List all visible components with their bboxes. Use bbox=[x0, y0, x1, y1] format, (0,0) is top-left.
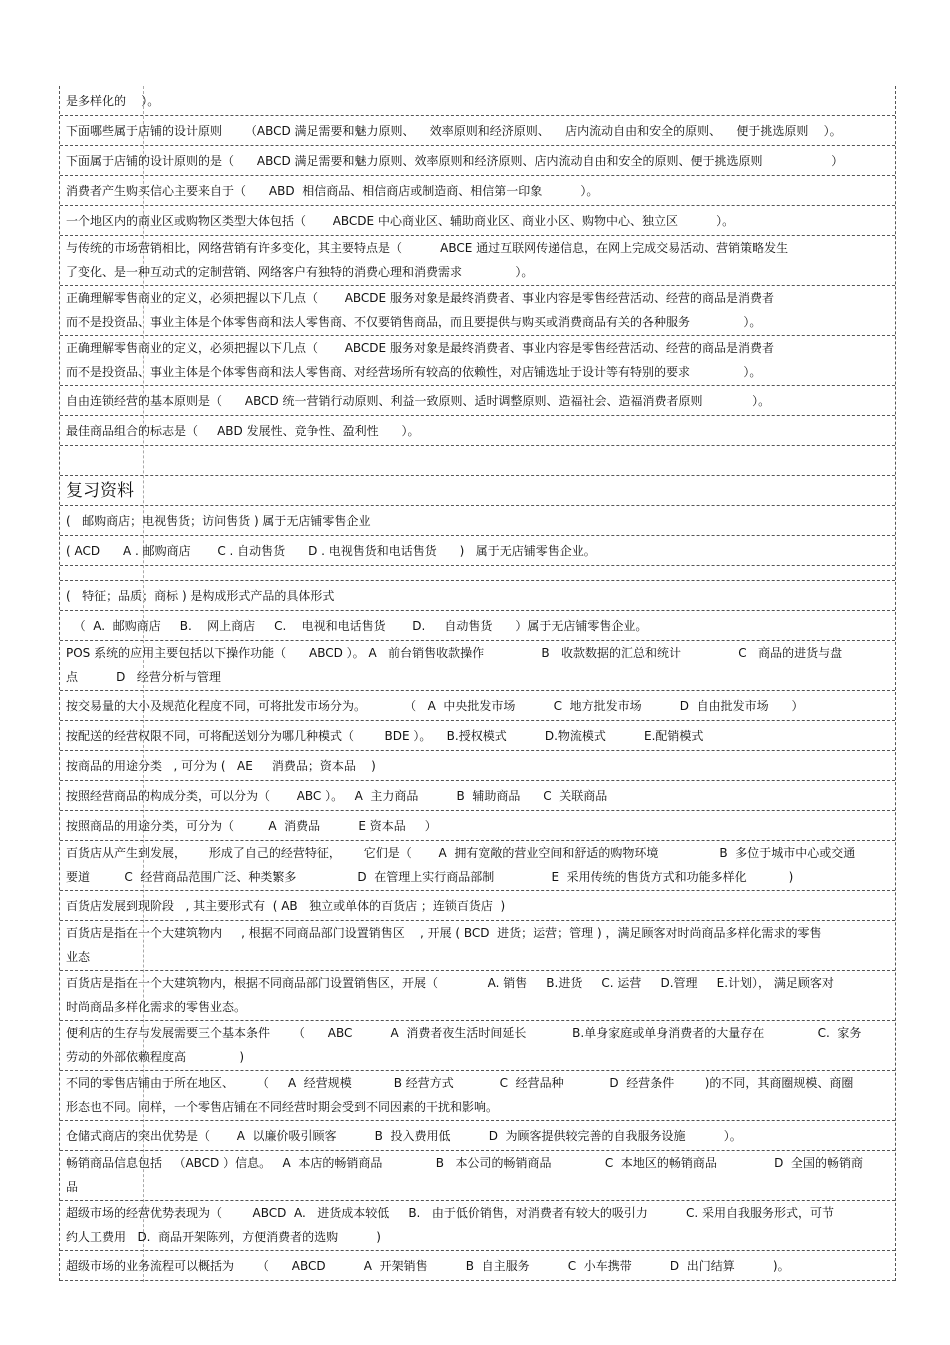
row-text-line: 与传统的市场营销相比，网络营销有许多变化，其主要特点是（ ABCE 通过互联网传递信息，在网上完成交易活动、营销策略发生 bbox=[66, 241, 789, 255]
question-row bbox=[60, 206, 895, 236]
question-row bbox=[60, 416, 895, 446]
row-text-line: 畅销商品信息包括 （ABCD ）信息。 A 本店的畅销商品 B 本公司的畅销商品 C 本地区的畅销商品 D 全国的畅销商 bbox=[66, 1156, 863, 1170]
row-text-line: 是多样化的 ）。 bbox=[66, 94, 160, 108]
row-text-line: 百货店是指在一个大建筑物内，根据不同商品部门设置销售区，开展（ A. 销售 B.进货 C. 运营 D.管理 E.计划）， 满足顾客对 bbox=[66, 976, 834, 990]
question-row bbox=[60, 336, 895, 386]
row-text-line: 品 bbox=[66, 1180, 79, 1194]
row-text-line: 约人工费用 D. 商品开架陈列，方便消费者的选购 ) bbox=[66, 1230, 381, 1244]
row-text-line: 而不是投资品、事业主体是个体零售商和法人零售商、不仅要销售商品，而且要提供与购买或消费商品有关的各种服务 ）。 bbox=[66, 315, 762, 329]
review-sheet bbox=[59, 86, 896, 1281]
row-text-line: 了变化、是一种互动式的定制营销、网络客户有独特的消费心理和消费需求 ）。 bbox=[66, 265, 534, 279]
question-row bbox=[60, 751, 895, 781]
question-row bbox=[60, 236, 895, 286]
question-row bbox=[60, 1201, 895, 1251]
row-text-line bbox=[66, 566, 889, 581]
row-text-line: 百货店是指在一个大建筑物内 , 根据不同商品部门设置销售区 , 开展 ( BCD 进货；运营；管理 ) ，满足顾客对时尚商品多样化需求的零售 bbox=[66, 926, 822, 940]
question-row bbox=[60, 566, 895, 581]
question-row bbox=[60, 581, 895, 611]
question-row bbox=[60, 446, 895, 476]
row-text-line: 最佳商品组合的标志是（ ABD 发展性、竞争性、盈利性 ）。 bbox=[66, 424, 420, 438]
question-row bbox=[60, 891, 895, 921]
row-text-line: 正确理解零售商业的定义，必须把握以下几点（ ABCDE 服务对象是最终消费者、事业内容是零售经营活动、经营的商品是消费者 bbox=[66, 341, 774, 355]
question-row bbox=[60, 506, 895, 536]
question-row bbox=[60, 811, 895, 841]
row-text-line: （ A. 邮购商店 B. 网上商店 C. 电视和电话售货 D. 自动售货 ）属于无店铺零售企业。 bbox=[66, 619, 648, 633]
row-text-line: ( 邮购商店；电视售货；访问售货 ) 属于无店铺零售企业 bbox=[66, 514, 371, 528]
row-text-line: 复习资料 bbox=[66, 481, 134, 501]
row-text-line: 一个地区内的商业区或购物区类型大体包括（ ABCDE 中心商业区、辅助商业区、商业小区、购物中心、独立区 ）。 bbox=[66, 214, 735, 228]
question-row bbox=[60, 146, 895, 176]
row-text-line: 劳动的外部依赖程度高 ) bbox=[66, 1050, 245, 1064]
row-text-line: 要道 C 经营商品范围广泛、种类繁多 D 在管理上实行商品部制 E 采用传统的售货方式和功能多样化 ) bbox=[66, 870, 794, 884]
row-text-line: 形态也不同。同样，一个零售店铺在不同经营时期会受到不同因素的干扰和影响。 bbox=[66, 1100, 499, 1114]
question-row bbox=[60, 1121, 895, 1151]
row-text-line: 按照经营商品的构成分类，可以分为（ ABC ）。 A 主力商品 B 辅助商品 C 关联商品 bbox=[66, 789, 608, 803]
row-text-line: 下面哪些属于店铺的设计原则 （ABCD 满足需要和魅力原则、 效率原则和经济原则、 店内流动自由和安全的原则、 便于挑选原则 ）。 bbox=[66, 124, 842, 138]
row-text-line: 不同的零售店铺由于所在地区、 （ A 经营规模 B 经营方式 C 经营品种 D 经营条件 )的不同，其商圈规模、商圈 bbox=[66, 1076, 854, 1090]
row-text-line: 而不是投资品、事业主体是个体零售商和法人零售商、对经营场所有较高的依赖性，对店铺选址于设计等有特别的要求 ）。 bbox=[66, 365, 762, 379]
question-row bbox=[60, 386, 895, 416]
row-text-line: 消费者产生购买信心主要来自于（ ABD 相信商品、相信商店或制造商、相信第一印象 ）。 bbox=[66, 184, 599, 198]
question-row bbox=[60, 781, 895, 811]
row-text-line bbox=[66, 446, 889, 476]
row-text-line: ( 特征；品质；商标 ) 是构成形式产品的具体形式 bbox=[66, 589, 335, 603]
row-text-line: 百货店从产生到发展， 形成了自己的经营特征， 它们是（ A 拥有宽敞的营业空间和舒适的购物环境 B 多位于城市中心或交通 bbox=[66, 846, 856, 860]
question-row bbox=[60, 536, 895, 566]
row-text-line: 仓储式商店的突出优势是（ A 以廉价吸引顾客 B 投入费用低 D 为顾客提供较完善的自我服务设施 ）。 bbox=[66, 1129, 742, 1143]
row-text-line: 按交易量的大小及规范化程度不同，可将批发市场分为。 （ A 中央批发市场 C 地方批发市场 D 自由批发市场 ） bbox=[66, 699, 804, 713]
row-text-line: 超级市场的经营优势表现为（ ABCD A. 进货成本较低 B. 由于低价销售，对消费者有较大的吸引力 C. 采用自我服务形式，可节 bbox=[66, 1206, 834, 1220]
question-row bbox=[60, 1021, 895, 1071]
question-row bbox=[60, 971, 895, 1021]
row-text-line: ( ACD A . 邮购商店 C . 自动售货 D . 电视售货和电话售货 ) 属于无店铺零售企业。 bbox=[66, 544, 596, 558]
question-row bbox=[60, 611, 895, 641]
question-row bbox=[60, 841, 895, 891]
question-row bbox=[60, 1151, 895, 1201]
row-text-line: 超级市场的业务流程可以概括为 （ ABCD A 开架销售 B 自主服务 C 小车携带 D 出门结算 )。 bbox=[66, 1259, 790, 1273]
row-text-line: 便利店的生存与发展需要三个基本条件 （ ABC A 消费者夜生活时间延长 B.单身家庭或单身消费者的大量存在 C. 家务 bbox=[66, 1026, 862, 1040]
row-text-line: 业态 bbox=[66, 950, 91, 964]
section-heading bbox=[60, 476, 895, 506]
row-text-line: 按配送的经营权限不同，可将配送划分为哪几种模式（ BDE ）。 B.授权模式 D.物流模式 E.配销模式 bbox=[66, 729, 704, 743]
question-row bbox=[60, 176, 895, 206]
question-row bbox=[60, 86, 895, 116]
question-row bbox=[60, 921, 895, 971]
question-row bbox=[60, 1251, 895, 1281]
question-row bbox=[60, 641, 895, 691]
row-text-line: 正确理解零售商业的定义，必须把握以下几点（ ABCDE 服务对象是最终消费者、事业内容是零售经营活动、经营的商品是消费者 bbox=[66, 291, 774, 305]
question-row bbox=[60, 1071, 895, 1121]
row-text-line: 按商品的用途分类 , 可分为 ( AE 消费品；资本品 ) bbox=[66, 759, 376, 773]
row-text-line: 时尚商品多样化需求的零售业态。 bbox=[66, 1000, 247, 1014]
row-text-line: 自由连锁经营的基本原则是（ ABCD 统一营销行动原则、利益一致原则、适时调整原则、造福社会、造福消费者原则 ）。 bbox=[66, 394, 771, 408]
row-text-line: 下面属于店铺的设计原则的是（ ABCD 满足需要和魅力原则、效率原则和经济原则、店内流动自由和安全的原则、便于挑选原则 ） bbox=[66, 154, 844, 168]
row-text-line: 按照商品的用途分类，可分为（ A 消费品 E 资本品 ） bbox=[66, 819, 437, 833]
question-row bbox=[60, 691, 895, 721]
question-row bbox=[60, 286, 895, 336]
row-text-line: 百货店发展到现阶段 , 其主要形式有 ( AB 独立或单体的百货店 ；连锁百货店 ) bbox=[66, 899, 506, 913]
row-text-line: 点 D 经营分析与管理 bbox=[66, 670, 221, 684]
question-row bbox=[60, 116, 895, 146]
question-row bbox=[60, 721, 895, 751]
row-text-line: POS 系统的应用主要包括以下操作功能（ ABCD ）。 A 前台销售收款操作 B 收款数据的汇总和统计 C 商品的进货与盘 bbox=[66, 646, 843, 660]
